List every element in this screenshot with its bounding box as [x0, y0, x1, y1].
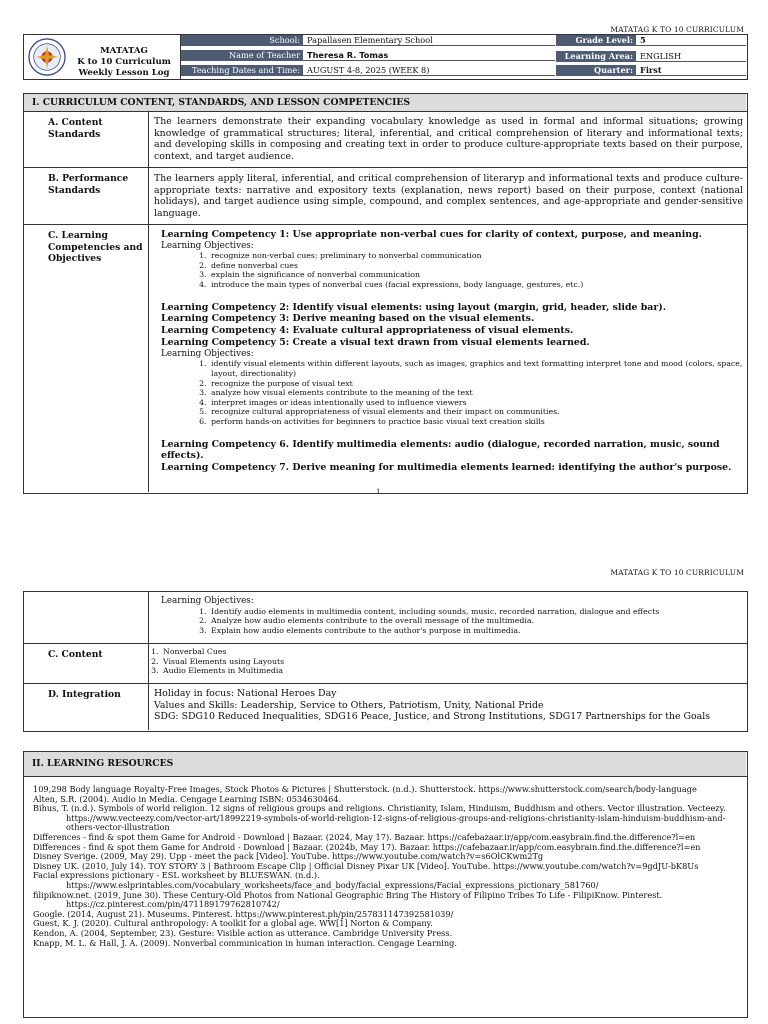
list-item: filipiknow.net. (2019, June 30). These Century-Old Photos from National Geographic Bring The History of Filipino Tribes To Life - FilipiKnow. Pinterest. https://cz.pinterest.com/pin/471189179762810742/	[33, 889, 663, 910]
competency-7: Learning Competency 7. Derive meaning for multimedia elements learned: identifying the author's purpose.	[161, 462, 732, 474]
integration-sdg: SDG: SDG10 Reduced Inequalities, SDG16 Peace, Justice, and Strong Institutions, SDG17 Partnerships for the Goals	[154, 711, 711, 722]
content-list	[113, 647, 713, 676]
objectives-list-1	[161, 251, 743, 289]
page-number: 1	[376, 488, 381, 496]
list-item: 4. introduce the main types of nonverbal cues (facial expressions, body language, gestures, etc.)	[209, 280, 743, 290]
list-item: 3. analyze how visual elements contribute to the meaning of the text	[209, 388, 743, 398]
dates-value: AUGUST 4-8, 2025 (WEEK 8)	[303, 65, 555, 76]
list-item: 2. Visual Elements using Layouts	[161, 657, 713, 667]
content-label: C. Content	[48, 649, 103, 660]
list-item: 1. recognize non-verbal cues: preliminary to nonverbal communication	[209, 251, 743, 261]
list-item: 2. define nonverbal cues	[209, 261, 743, 271]
integration-text	[154, 688, 744, 723]
performance-standards-text: The learners apply literal, inferential, and critical comprehension of literaryp and informational texts and produce culture-appropriate texts: narrative and expository texts (explanation, news report) based on their purpose, context (national holidays), and target audience using simple, compound, and complex sentences, and age-appropriate and gender-sensitive language.	[154, 173, 743, 219]
brand-line-2: K to 10 Curriculum	[77, 57, 171, 67]
competency-6: Learning Competency 6. Identify multimedia elements: audio (dialogue, recorded narration, music, sound effects).	[161, 438, 720, 462]
list-item: Guest, K. J. (2020). Cultural anthropology: A toolkit for a global age. WW[1] Norton & Company.	[33, 918, 433, 929]
performance-standards-label: B. Performance Standards	[48, 173, 129, 196]
objectives-label-1: Learning Objectives:	[161, 240, 254, 251]
competency-3: Learning Competency 3: Derive meaning based on the visual elements.	[161, 313, 535, 325]
brand-line-3: Weekly Lesson Log	[78, 68, 170, 78]
area-value: ENGLISH	[636, 51, 746, 62]
list-item: 3. explain the significance of nonverbal communication	[209, 270, 743, 280]
brand-title	[70, 46, 178, 79]
content-standards-label: A. Content Standards	[48, 117, 103, 140]
integration-holiday: Holiday in focus: National Heroes Day	[154, 688, 337, 699]
list-item: Differences - find & spot them Game for Android - Download | Bazaar. (2024b, May 17). Bazaar. https://cafebazaar.ir/app/com.easybrain.find.the.difference?l=en	[33, 841, 701, 852]
curriculum-label-2: MATATAG K TO 10 CURRICULUM	[610, 568, 744, 577]
competency-5: Learning Competency 5: Create a visual text drawn from visual elements learned.	[161, 337, 590, 349]
competency-2: Learning Competency 2: Identify visual elements: using layout (margin, grid, header, slide bar).	[161, 301, 667, 313]
school-value: Papallasen Elementary School	[303, 35, 555, 46]
objectives-label-2: Learning Objectives:	[161, 348, 254, 359]
grade-value: 5	[636, 35, 746, 46]
list-item: 1. identify visual elements within different layouts, such as images, graphics and text formatting interpret tone and mood (colors, space, layout, directionality)	[209, 359, 743, 378]
list-item: Alten, S.R. (2004). Audio in Media. Cengage Learning ISBN: 0534630464.	[33, 793, 342, 804]
list-item: 5. recognize cultural appropriateness of visual elements and their impact on communities.	[209, 407, 743, 417]
quarter-value: First	[636, 65, 746, 76]
integration-values: Values and Skills: Leadership, Service to Others, Patriotism, Unity, National Pride	[154, 699, 544, 711]
teacher-label: Name of Teacher	[181, 50, 303, 61]
list-item: 1. Identify audio elements in multimedia content, including sounds, music, recorded narration, dialogue and effects	[209, 607, 743, 617]
references-list	[33, 785, 733, 948]
list-item: Kendon, A. (2004, September, 23). Gesture: Visible action as utterance. Cambridge University Press.	[33, 927, 453, 938]
deped-seal-icon	[28, 38, 66, 76]
objectives-label-3: Learning Objectives:	[161, 596, 254, 606]
integration-label: D. Integration	[48, 689, 121, 700]
competencies-label: C. Learning Competencies and Objectives	[48, 230, 143, 264]
list-item: 3. Explain how audio elements contribute to the author's purpose in multimedia.	[209, 626, 743, 636]
section-1-title: I. CURRICULUM CONTENT, STANDARDS, AND LESSON COMPETENCIES	[24, 94, 746, 111]
list-item: Google. (2014, August 21). Museums. Pinterest. https://www.pinterest.ph/pin/257831147392581039/	[33, 908, 454, 919]
list-item: 109,298 Body language Royalty-Free Images, Stock Photos & Pictures | Shutterstock. (n.d.). Shutterstock. https://www.shutterstock.com/search/body-language	[33, 784, 697, 794]
curriculum-label: MATATAG K TO 10 CURRICULUM	[610, 25, 744, 34]
teacher-value: Theresa R. Tomas	[303, 50, 555, 61]
quarter-label: Quarter:	[556, 65, 636, 76]
list-item: Bihus, T. (n.d.). Symbols of world religion. 12 signs of religious groups and religions. Christianity, Islam, Hinduism, Buddhism and others. Vector illustration. Vecteezy. https://www.vecteezy.com/vector-art/18992219-symbols-of-world-religion-12-signs-of-religious-groups-and-religions-christianity-islam-hinduism-buddhism-and-others-vector-illustration	[33, 803, 726, 833]
section-2-title: II. LEARNING RESOURCES	[24, 752, 746, 776]
list-item: 2. recognize the purpose of visual text	[209, 379, 743, 389]
objectives-list-3	[161, 607, 743, 636]
content-standards-text: The learners demonstrate their expanding vocabulary knowledge as used in formal and informal situations; growing knowledge of grammatical structures; literal, inferential, and critical comprehension of literary and informational texts; and developing skills in composing and creating text in order to produce culture-appropriate texts based on their purpose, context, and target audience.	[154, 116, 743, 162]
list-item: 6. perform hands-on activities for beginners to practice basic visual text creation skills	[209, 417, 743, 427]
list-item: Disney Sverige. (2009, May 29). Upp - meet the pack [Video]. YouTube. https://www.youtube.com/watch?v=s6OlCKwm2Tg	[33, 851, 544, 862]
list-item: Differences - find & spot them Game for Android - Download | Bazaar. (2024, May 17). Bazaar. https://cafebazaar.ir/app/com.easybrain.find.the.difference?l=en	[33, 831, 696, 842]
list-item: Disney UK. (2010, July 14). TOY STORY 3 | Bathroom Escape Clip | Official Disney Pixar UK [Video]. YouTube. https://www.youtube.com/watch?v=9gdJU-bK8Us	[33, 860, 699, 871]
competency-1: Learning Competency 1: Use appropriate non-verbal cues for clarity of context, purpose, and meaning.	[161, 229, 702, 240]
objectives-list-2	[161, 359, 743, 426]
list-item: 2. Analyze how audio elements contribute to the overall message of the multimedia.	[209, 616, 743, 626]
list-item: 4. interpret images or ideas intentionally used to influence viewers	[209, 398, 743, 408]
school-label: School:	[181, 35, 303, 46]
area-label: Learning Area:	[556, 51, 636, 62]
brand-line-1: MATATAG	[100, 46, 148, 56]
list-item: Facial expressions pictionary - ESL worksheet by BLUESWAN. (n.d.). https://www.eslprintables.com/vocabulary_worksheets/face_and_body/facial_expressions/Facial_expressions_pictionary_581760/	[33, 870, 599, 890]
list-item: 3. Audio Elements in Multimedia	[161, 666, 713, 676]
grade-label: Grade Level:	[556, 35, 636, 46]
list-item: 1. Nonverbal Cues	[161, 647, 713, 657]
competency-4: Learning Competency 4: Evaluate cultural appropriateness of visual elements.	[161, 325, 574, 337]
dates-label: Teaching Dates and Time:	[181, 65, 303, 76]
competencies-content	[161, 229, 743, 474]
audio-objectives	[161, 596, 743, 635]
list-item: Knapp, M. L. & Hall, J. A. (2009). Nonverbal communication in human interaction. Cengage Learning.	[33, 937, 457, 948]
